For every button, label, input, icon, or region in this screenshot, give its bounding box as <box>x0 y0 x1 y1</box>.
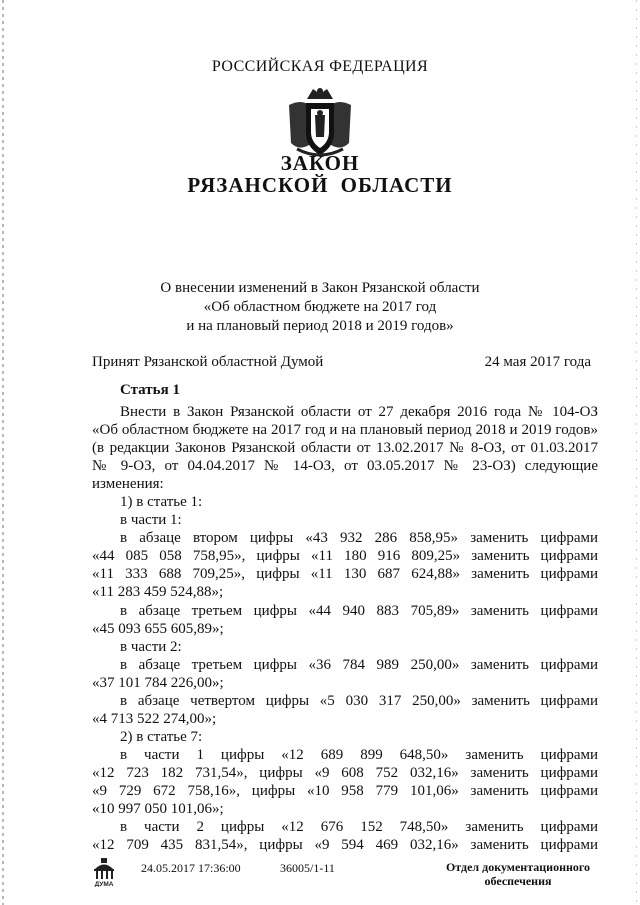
adoption-date: 24 мая 2017 года <box>484 354 591 370</box>
adopted-by: Принят Рязанской областной Думой <box>92 354 324 370</box>
article-title: Статья 1 <box>120 382 180 398</box>
document-title-region: РЯЗАНСКОЙ ОБЛАСТИ <box>187 173 453 197</box>
article-line: в части 2 цифры «12 676 152 748,50» заменить цифрами <box>120 819 598 835</box>
subject-line-2: «Об областном бюджете на 2017 год <box>203 299 437 315</box>
article-line: «9 729 672 758,16», цифры «10 958 779 101,06» заменить цифрами <box>92 783 598 799</box>
article-line: «Об областном бюджете на 2017 год и на плановый период 2018 и 2019 годов» <box>92 422 598 438</box>
coat-of-arms-icon <box>287 85 353 159</box>
footer-department-line-2: обеспечения <box>484 874 552 888</box>
article-line: «11 283 459 524,88»; <box>92 584 224 600</box>
article-line: Внести в Закон Рязанской области от 27 декабря 2016 года № 104-ОЗ <box>120 404 598 420</box>
subject-line-3: и на плановый период 2018 и 2019 годов» <box>186 318 454 334</box>
article-line: «10 997 050 101,06»; <box>92 801 224 817</box>
article-line: в части 2: <box>120 639 182 655</box>
article-line: изменения: <box>92 476 164 492</box>
article-line: (в редакции Законов Рязанской области от 13.02.2017 № 8-ОЗ, от 01.03.2017 <box>92 440 598 456</box>
scan-edge-left <box>2 0 4 905</box>
duma-logo-text: ДУМА <box>94 881 114 887</box>
header-country: РОССИЙСКАЯ ФЕДЕРАЦИЯ <box>211 58 429 75</box>
article-line: в части 1 цифры «12 689 899 648,50» заменить цифрами <box>120 747 598 763</box>
duma-logo-icon <box>89 857 119 887</box>
footer-department-line-1: Отдел документационного <box>445 860 591 874</box>
article-line: «12 709 435 831,54», цифры «9 594 469 032,16» заменить цифрами <box>92 837 598 853</box>
document-title: ЗАКОН <box>280 151 360 175</box>
article-line: в абзаце третьем цифры «44 940 883 705,89» заменить цифрами <box>120 603 598 619</box>
article-line: в абзаце четвертом цифры «5 030 317 250,00» заменить цифрами <box>120 693 598 709</box>
footer-department-stamp <box>443 860 593 888</box>
footer-timestamp: 24.05.2017 17:36:00 <box>141 861 241 875</box>
article-line: в абзаце третьем цифры «36 784 989 250,00» заменить цифрами <box>120 657 598 673</box>
article-line: 2) в статье 7: <box>120 729 203 745</box>
footer-doc-number: 36005/1-11 <box>280 861 335 875</box>
article-line: «45 093 655 605,89»; <box>92 621 224 637</box>
article-line: «11 333 688 709,25», цифры «11 130 687 624,88» заменить цифрами <box>92 566 598 582</box>
article-line: в абзаце втором цифры «43 932 286 858,95» заменить цифрами <box>120 530 598 546</box>
subject-line-1: О внесении изменений в Закон Рязанской области <box>160 280 480 296</box>
article-line: 1) в статье 1: <box>120 494 203 510</box>
scan-edge-right <box>636 0 637 905</box>
article-line: в части 1: <box>120 512 182 528</box>
article-line: «44 085 058 758,95», цифры «11 180 916 809,25» заменить цифрами <box>92 548 598 564</box>
article-line: «12 723 182 731,54», цифры «9 608 752 032,16» заменить цифрами <box>92 765 598 781</box>
article-line: «37 101 784 226,00»; <box>92 675 224 691</box>
article-line: № 9-ОЗ, от 04.04.2017 № 14-ОЗ, от 03.05.2017 № 23-ОЗ) следующие <box>92 458 598 474</box>
article-line: «4 713 522 274,00»; <box>92 711 217 727</box>
